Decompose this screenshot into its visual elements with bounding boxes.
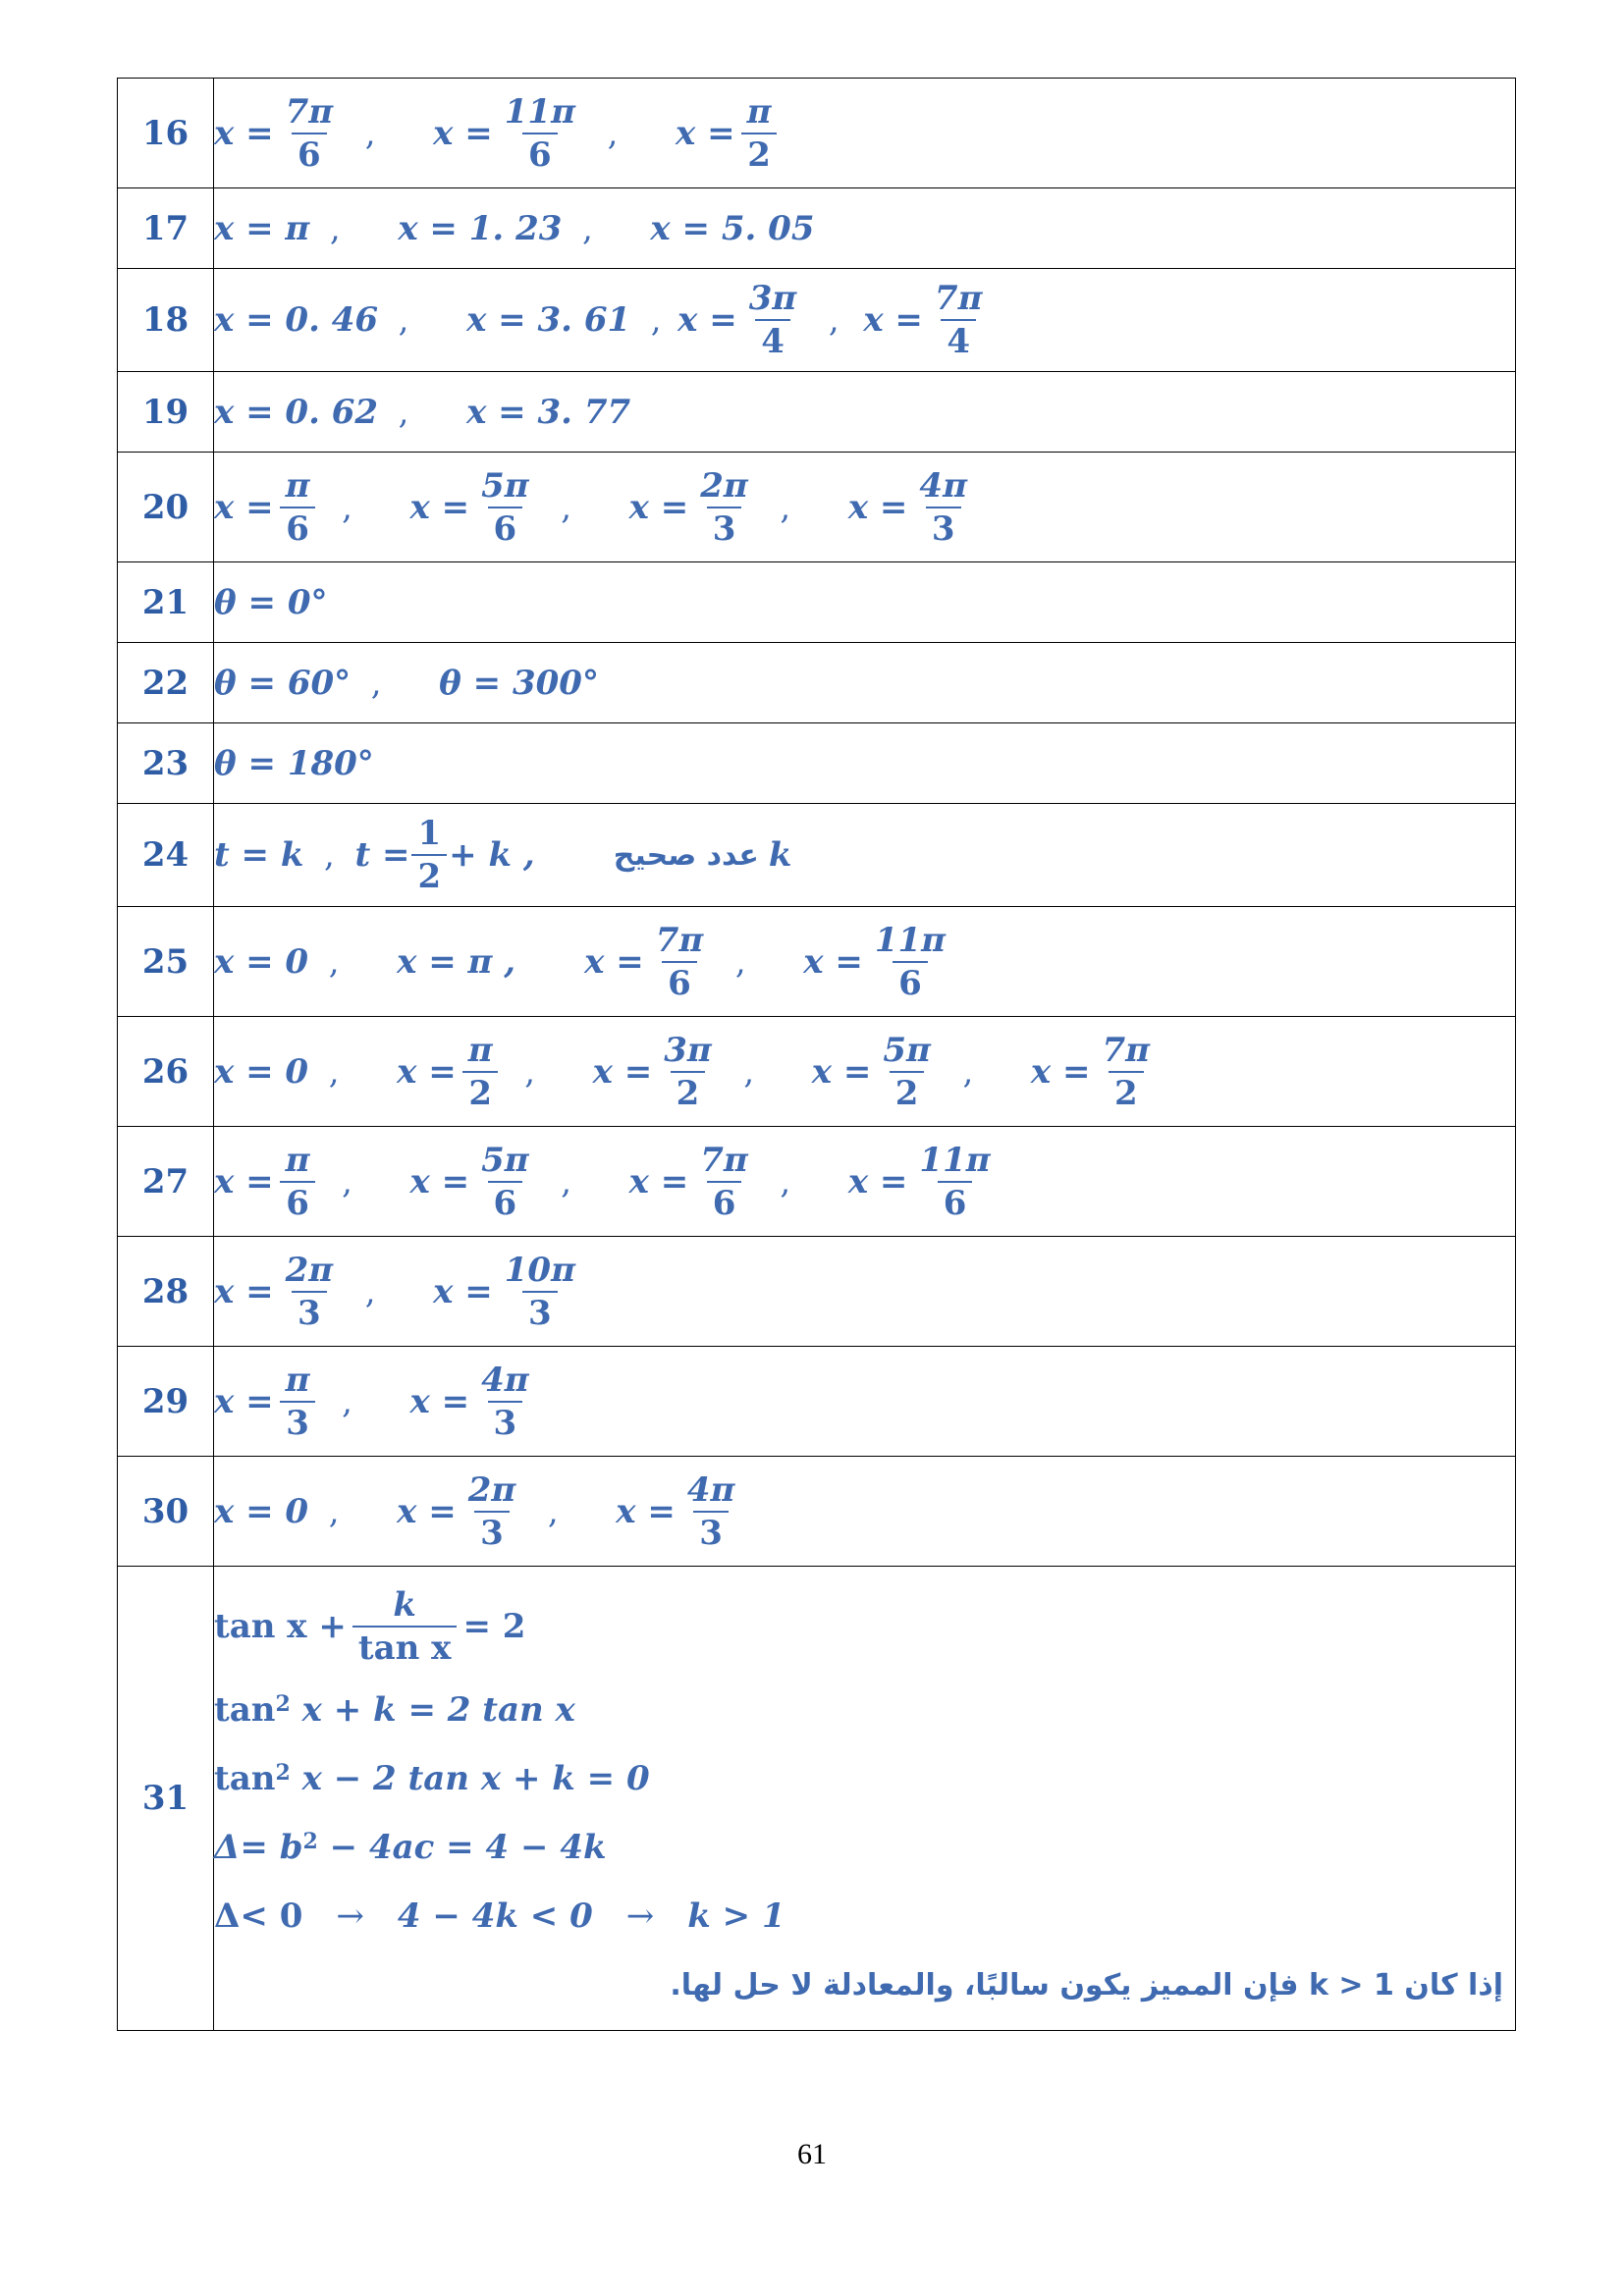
row-number: 26 — [118, 1017, 214, 1127]
numerator: 7π — [655, 920, 704, 960]
separator: , — [364, 113, 376, 153]
conclusion-line — [214, 1950, 1515, 2019]
denominator: 6 — [662, 961, 697, 1000]
table-row — [118, 1127, 1516, 1237]
separator: , — [650, 300, 662, 340]
lhs: x = — [847, 487, 908, 527]
numerator: 7π — [285, 91, 334, 132]
answer-line — [214, 1250, 1515, 1333]
lhs: x = — [397, 1051, 457, 1092]
lhs: x = — [214, 1271, 274, 1311]
lhs: x = — [863, 300, 923, 340]
fraction — [650, 920, 710, 1003]
answer-line — [214, 1140, 1515, 1223]
fraction — [475, 1140, 535, 1223]
answer-line — [214, 814, 1515, 896]
fraction — [869, 920, 951, 1003]
conclusion-text: إذا كان 1 < k فإن المميز يكون سالبًا، والمعادلة لا حل لها. — [670, 1967, 1503, 2002]
row-number: 16 — [118, 79, 214, 188]
lhs: x = — [433, 113, 493, 153]
numerator: π — [467, 1030, 493, 1070]
denominator: 6 — [707, 1181, 742, 1220]
row-number: 23 — [118, 723, 214, 804]
answer-line — [214, 465, 1515, 549]
lhs: x = — [214, 113, 274, 153]
answer-line — [214, 393, 1515, 432]
table-row — [118, 643, 1516, 723]
row-number: 29 — [118, 1347, 214, 1457]
fraction — [411, 814, 447, 896]
solution: θ = 60° — [214, 663, 352, 703]
denominator: 3 — [707, 507, 742, 546]
denominator: 6 — [522, 133, 558, 172]
numerator: 7π — [1102, 1030, 1151, 1070]
fraction — [694, 1140, 754, 1223]
solution: x = 3. 61 — [466, 300, 631, 340]
derivation-line-4 — [214, 1813, 1515, 1882]
lhs: x = — [1030, 1051, 1091, 1092]
row-number: 18 — [118, 269, 214, 372]
solution: θ = 0° — [214, 582, 328, 622]
separator: , — [398, 300, 409, 340]
tan-func: tan — [214, 1690, 276, 1730]
fraction — [462, 1030, 499, 1113]
numerator: 7π — [934, 279, 983, 318]
separator: , — [328, 1491, 340, 1531]
table-row — [118, 269, 1516, 372]
separator: , — [329, 208, 341, 248]
numerator: 1 — [417, 814, 442, 853]
lhs: x = — [628, 487, 689, 527]
lhs: x = — [409, 1381, 470, 1421]
separator: , — [328, 941, 340, 982]
inequality: 4 − 4k < 0 — [397, 1896, 593, 1936]
fraction — [913, 465, 973, 549]
right-arrow-icon: → — [625, 1896, 655, 1936]
numerator: k — [393, 1585, 416, 1625]
row-number: 17 — [118, 188, 214, 269]
discriminant-condition: Δ< 0 — [214, 1896, 303, 1936]
denominator: 3 — [292, 1291, 327, 1330]
denominator: 6 — [938, 1181, 973, 1220]
derivation-line-2 — [214, 1676, 1515, 1744]
lhs: x = — [584, 941, 644, 982]
answer-line — [214, 583, 1515, 622]
numerator: 2π — [467, 1469, 516, 1510]
k-variable: k — [768, 835, 792, 875]
table-row — [118, 1017, 1516, 1127]
table-row — [118, 907, 1516, 1017]
table-row — [118, 1567, 1516, 2031]
table-row — [118, 562, 1516, 643]
denominator: 4 — [941, 319, 976, 358]
solution: x = 5. 05 — [650, 208, 815, 248]
separator: , — [342, 1161, 352, 1201]
numerator: 11π — [874, 920, 947, 960]
denominator: 3 — [926, 507, 961, 546]
row-number: 30 — [118, 1457, 214, 1567]
row-number: 24 — [118, 804, 214, 907]
answer-line — [214, 1030, 1515, 1113]
denominator: 2 — [411, 854, 447, 893]
denominator: 6 — [488, 1181, 523, 1220]
separator: , — [561, 1161, 572, 1201]
separator: , — [547, 1491, 559, 1531]
fraction — [475, 1360, 535, 1443]
exponent: 2 — [275, 1691, 291, 1717]
page-number: 61 — [797, 2138, 827, 2170]
numerator: 4π — [686, 1469, 735, 1510]
derivation-line-1 — [214, 1577, 1515, 1676]
lhs: x = — [847, 1161, 908, 1201]
solution: x = 1. 23 — [398, 208, 563, 248]
solution: x = 0 — [214, 1051, 309, 1092]
lhs: x = — [677, 300, 737, 340]
lhs: x = — [433, 1271, 493, 1311]
denominator: 3 — [693, 1511, 729, 1550]
solution: x = 0 — [214, 1491, 309, 1531]
result: k > 1 — [687, 1896, 785, 1936]
solution: θ = 180° — [214, 743, 374, 783]
exponent: 2 — [275, 1760, 291, 1786]
lhs: x = — [409, 487, 470, 527]
denominator: 6 — [280, 507, 315, 546]
row-number: 31 — [118, 1567, 214, 2031]
lhs: x = — [214, 487, 274, 527]
numerator: 11π — [919, 1140, 991, 1180]
lhs: x = — [675, 113, 735, 153]
derivation-line-3 — [214, 1744, 1515, 1813]
numerator: 2π — [700, 465, 748, 506]
row-number: 20 — [118, 453, 214, 562]
separator: , — [370, 663, 382, 703]
answer-line — [214, 664, 1515, 703]
table-row — [118, 804, 1516, 907]
lhs: x = — [409, 1161, 470, 1201]
expression: x + k = 2 tan x — [290, 1690, 575, 1730]
numerator: 10π — [504, 1250, 575, 1290]
separator: , — [324, 835, 335, 875]
fraction — [877, 1030, 937, 1113]
numerator: 5π — [481, 1140, 529, 1180]
numerator: 3π — [748, 279, 797, 318]
expression: − 4ac = 4 − 4k — [317, 1828, 607, 1867]
lhs: x = — [214, 1161, 274, 1201]
separator: , — [780, 1161, 791, 1201]
denominator: 6 — [292, 133, 327, 172]
fraction — [694, 465, 754, 549]
fraction — [913, 1140, 996, 1223]
fraction — [1097, 1030, 1157, 1113]
table-row — [118, 188, 1516, 269]
fraction — [499, 91, 581, 175]
fraction — [280, 1250, 340, 1333]
answer-line — [214, 920, 1515, 1003]
solution: x = 0 — [214, 941, 309, 982]
table-row — [118, 1237, 1516, 1347]
solution: x = π — [214, 208, 310, 248]
denominator: 4 — [755, 319, 790, 358]
exponent: 2 — [302, 1829, 318, 1854]
solution: θ = 300° — [439, 663, 599, 703]
integer-note: عدد صحيح — [613, 837, 759, 873]
denominator: tan x — [352, 1626, 458, 1665]
separator: , — [398, 392, 409, 432]
fraction — [499, 1250, 581, 1333]
rhs: = 2 — [462, 1607, 526, 1646]
numerator: 4π — [481, 1360, 529, 1400]
row-number: 27 — [118, 1127, 214, 1237]
lhs: x = — [214, 1381, 274, 1421]
fraction — [280, 1360, 316, 1443]
answer-line — [214, 744, 1515, 783]
lhs: x = — [811, 1051, 872, 1092]
denominator: 6 — [893, 961, 928, 1000]
fraction — [743, 279, 803, 361]
denominator: 3 — [488, 1401, 523, 1440]
expression: x − 2 tan x + k = 0 — [290, 1759, 650, 1798]
lhs: x = — [592, 1051, 653, 1092]
table-row — [118, 453, 1516, 562]
fraction — [280, 91, 340, 175]
solution: x = 0. 46 — [214, 300, 379, 340]
separator: , — [342, 1381, 352, 1421]
fraction — [681, 1469, 741, 1553]
table-row — [118, 1457, 1516, 1567]
table-row — [118, 372, 1516, 453]
row-number: 25 — [118, 907, 214, 1017]
separator: , — [328, 1051, 340, 1092]
denominator: 2 — [741, 133, 777, 172]
separator: , — [364, 1271, 376, 1311]
row-number: 22 — [118, 643, 214, 723]
fraction — [280, 1140, 316, 1223]
fraction — [929, 279, 989, 361]
lhs: tan x + — [214, 1607, 347, 1646]
fraction — [280, 465, 316, 549]
row-number: 28 — [118, 1237, 214, 1347]
denominator: 2 — [1109, 1071, 1144, 1110]
answer-line — [214, 1360, 1515, 1443]
lhs: x = — [616, 1491, 676, 1531]
fraction — [741, 91, 778, 175]
lhs: t = — [354, 835, 410, 875]
numerator: π — [746, 91, 772, 132]
numerator: 5π — [481, 465, 529, 506]
separator: , — [743, 1051, 755, 1092]
numerator: 3π — [664, 1030, 712, 1070]
denominator: 3 — [280, 1401, 315, 1440]
denominator: 3 — [522, 1291, 558, 1330]
fraction — [462, 1469, 522, 1553]
lhs: x = — [803, 941, 863, 982]
answer-line — [214, 1469, 1515, 1553]
discriminant: Δ= b — [214, 1828, 303, 1867]
right-arrow-icon: → — [336, 1896, 364, 1936]
answer-line — [214, 91, 1515, 175]
separator: , — [342, 487, 352, 527]
numerator: 5π — [883, 1030, 931, 1070]
table-row — [118, 79, 1516, 188]
fraction — [475, 465, 535, 549]
solution: t = k — [214, 835, 304, 875]
row-number: 21 — [118, 562, 214, 643]
solution: x = π , — [397, 941, 516, 982]
numerator: 7π — [700, 1140, 748, 1180]
lhs: x = — [628, 1161, 689, 1201]
separator: , — [607, 113, 619, 153]
denominator: 6 — [280, 1181, 315, 1220]
separator: , — [780, 487, 791, 527]
fraction — [352, 1585, 458, 1668]
numerator: 4π — [919, 465, 967, 506]
solution: x = 0. 62 — [214, 392, 379, 432]
tan-func: tan — [214, 1759, 276, 1798]
numerator: π — [285, 465, 310, 506]
separator: , — [962, 1051, 974, 1092]
lhs: x = — [397, 1491, 457, 1531]
separator: , — [561, 487, 572, 527]
row-number: 19 — [118, 372, 214, 453]
numerator: 2π — [285, 1250, 334, 1290]
answer-line — [214, 209, 1515, 248]
separator: , — [734, 941, 746, 982]
numerator: 11π — [504, 91, 575, 132]
denominator: 2 — [462, 1071, 498, 1110]
derivation-line-5 — [214, 1882, 1515, 1950]
denominator: 2 — [671, 1071, 706, 1110]
rhs: + k , — [449, 835, 535, 875]
denominator: 2 — [890, 1071, 925, 1110]
separator: , — [828, 300, 839, 340]
answer-line — [214, 279, 1515, 361]
denominator: 6 — [488, 507, 523, 546]
numerator: π — [285, 1140, 310, 1180]
fraction — [658, 1030, 718, 1113]
solution: x = 3. 77 — [466, 392, 631, 432]
denominator: 3 — [474, 1511, 510, 1550]
answers-table — [117, 78, 1516, 2031]
numerator: π — [285, 1360, 310, 1400]
separator: , — [582, 208, 593, 248]
separator: , — [524, 1051, 535, 1092]
table-row — [118, 723, 1516, 804]
table-row — [118, 1347, 1516, 1457]
